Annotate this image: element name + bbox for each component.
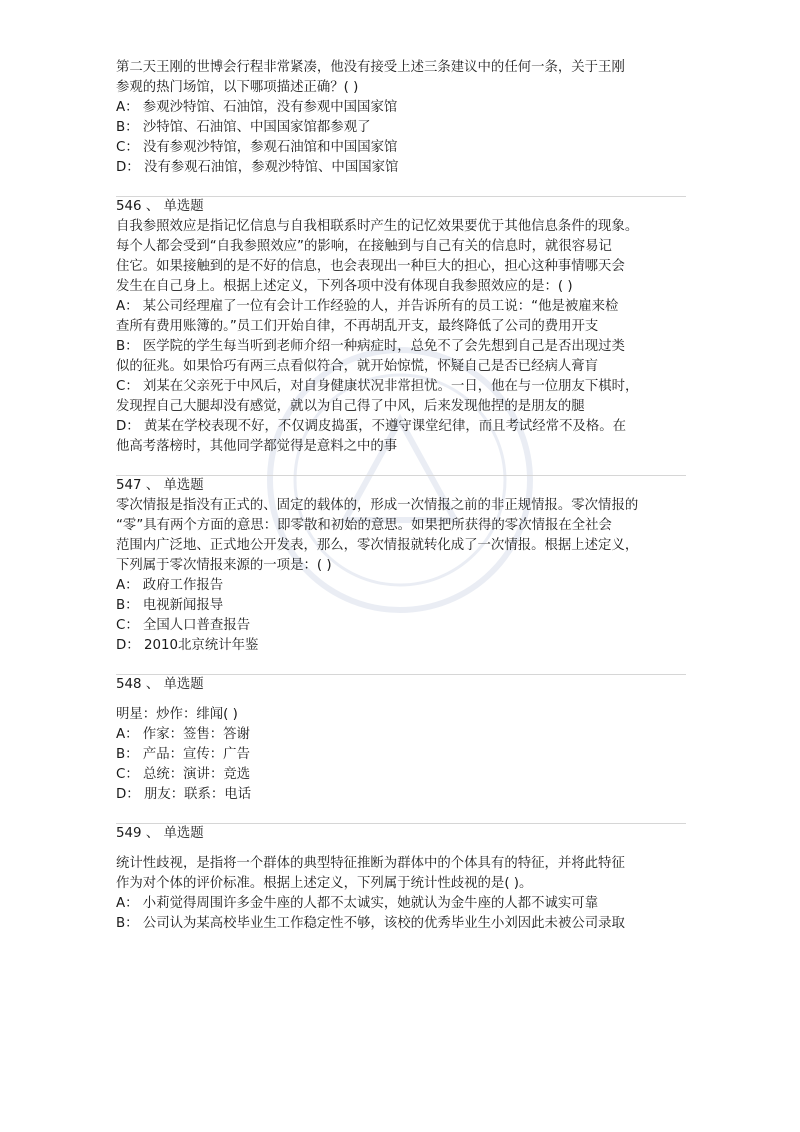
option-b: B： 电视新闻报导 — [116, 598, 224, 613]
stem-line: 每个人都会受到“自我参照效应”的影响，在接触到与自己有关的信息时，就很容易记 — [116, 239, 612, 254]
stem-line: 范围内广泛地、正式地公开发表，那么，零次情报就转化成了一次情报。根据上述定义， — [116, 538, 639, 553]
question-548 — [116, 675, 686, 824]
question-header: 548 、 单选题 — [116, 677, 204, 692]
option-d: D： 2010北京统计年鉴 — [116, 638, 259, 653]
option-a-cont: 查所有费用账簿的。”员工们开始自律，不再胡乱开支，最终降低了公司的费用开支 — [116, 319, 599, 334]
option-b: B： 公司认为某高校毕业生工作稳定性不够，该校的优秀毕业生小刘因此未被公司录取 — [116, 916, 625, 931]
option-b-cont: 似的征兆。如果恰巧有两三点看似符合，就开始惊慌，怀疑自己是否已经病人膏肓 — [116, 359, 599, 374]
stem-line: 作为对个体的评价标准。根据上述定义，下列属于统计性歧视的是( )。 — [116, 876, 533, 891]
option-d-cont: 他高考落榜时，其他同学都觉得是意料之中的事 — [116, 439, 398, 454]
option-d: D： 没有参观石油馆，参观沙特馆、中国国家馆 — [116, 160, 399, 175]
option-a: A： 政府工作报告 — [116, 578, 224, 593]
option-b: B： 医学院的学生每当听到老师介绍一种病症时，总免不了会先想到自己是否出现过类 — [116, 339, 625, 354]
stem-line: “零”具有两个方面的意思：即零散和初始的意思。如果把所获得的零次情报在全社会 — [116, 518, 612, 533]
stem-line: 下列属于零次情报来源的一项是：( ) — [116, 558, 332, 573]
stem-line: 发生在自己身上。根据上述定义，下列各项中没有体现自我参照效应的是：( ) — [116, 279, 573, 294]
question-stem — [116, 217, 686, 297]
question-549 — [116, 824, 686, 934]
option-d: D： 朋友：联系：电话 — [116, 787, 252, 802]
stem-line: 零次情报是指没有正式的、固定的载体的，形成一次情报之前的非正规情报。零次情报的 — [116, 498, 639, 513]
option-a: A： 作家：签售：答谢 — [116, 727, 250, 742]
question-546 — [116, 197, 686, 476]
question-stem — [116, 58, 686, 98]
stem-line: 第二天王刚的世博会行程非常紧凑，他没有接受上述三条建议中的任何一条，关于王刚 — [116, 60, 625, 75]
question-545 — [116, 58, 686, 197]
option-c: C： 刘某在父亲死于中风后，对自身健康状况非常担忧。一日，他在与一位朋友下棋时， — [116, 379, 639, 394]
question-stem — [116, 705, 686, 725]
question-header: 547 、 单选题 — [116, 478, 204, 493]
document-page — [116, 58, 686, 934]
stem-line: 参观的热门场馆，以下哪项描述正确？( ) — [116, 80, 359, 95]
stem-line: 住它。如果接触到的是不好的信息，也会表现出一种巨大的担心，担心这种事情哪天会 — [116, 259, 625, 274]
stem-line: 统计性歧视，是指将一个群体的典型特征推断为群体中的个体具有的特征，并将此特征 — [116, 856, 625, 871]
option-c: C： 没有参观沙特馆，参观石油馆和中国国家馆 — [116, 140, 398, 155]
stem-line: 自我参照效应是指记忆信息与自我相联系时产生的记忆效果要优于其他信息条件的现象。 — [116, 219, 639, 234]
option-d: D： 黄某在学校表现不好，不仅调皮捣蛋，不遵守课堂纪律，而且考试经常不及格。在 — [116, 419, 627, 434]
option-b: B： 产品：宣传：广告 — [116, 747, 250, 762]
question-header: 549 、 单选题 — [116, 826, 204, 841]
question-stem — [116, 854, 686, 894]
option-c: C： 全国人口普查报告 — [116, 618, 251, 633]
question-stem — [116, 496, 686, 576]
stem-line: 明星：炒作：绯闻( ) — [116, 707, 238, 722]
option-a: A： 某公司经理雇了一位有会计工作经验的人，并告诉所有的员工说：“他是被雇来检 — [116, 299, 619, 314]
question-547 — [116, 476, 686, 675]
option-a: A： 参观沙特馆、石油馆，没有参观中国国家馆 — [116, 100, 398, 115]
option-a: A： 小莉觉得周围许多金牛座的人都不太诚实，她就认为金牛座的人都不诚实可靠 — [116, 896, 599, 911]
question-header: 546 、 单选题 — [116, 199, 204, 214]
option-b: B： 沙特馆、石油馆、中国国家馆都参观了 — [116, 120, 371, 135]
option-c-cont: 发现捏自己大腿却没有感觉，就以为自己得了中风，后来发现他捏的是朋友的腿 — [116, 399, 585, 414]
option-c: C： 总统：演讲：竞选 — [116, 767, 251, 782]
